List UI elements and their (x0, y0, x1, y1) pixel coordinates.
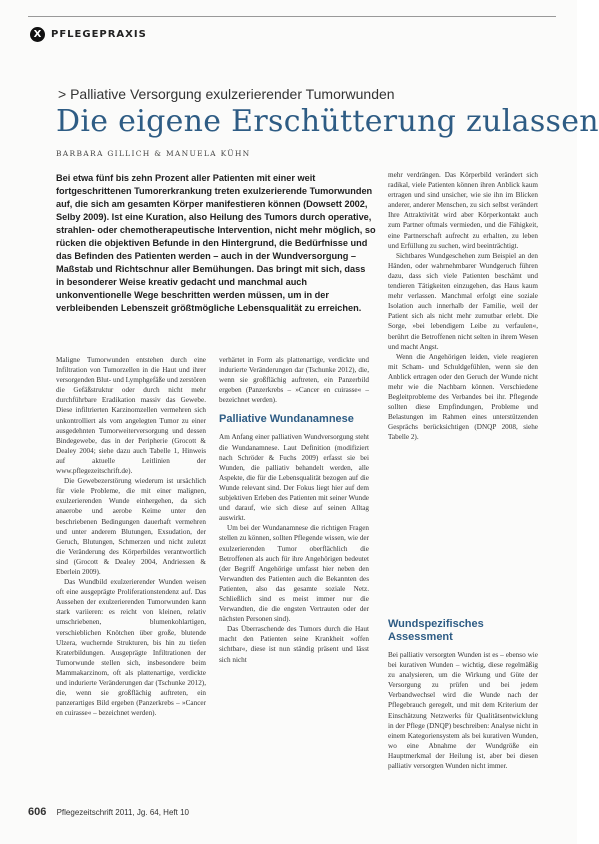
article-authors: BARBARA GILLICH & MANUELA KÜHN (56, 149, 251, 158)
body-paragraph: Sichtbares Wundgeschehen zum Beispiel an den Händen, oder wahrnehmbarer Wundgeruch führen dazu, dass sich viele Patienten beschämt und tendieren Tätigkeiten einzugehen, das Haus kaum mehr verlassen. Manchmal erfolgt eine soziale Isolation auch innerhalb der Familie, weil der Patient sich als nicht mehr zumutbar erlebt. Die Sorge, »bei lebendigem Leibe zu verfaulen«, berührt die Betroffenen nicht selten in ihrem Wesen und macht Angst. (388, 251, 538, 351)
column-1 (56, 355, 206, 718)
column-2 (219, 355, 369, 665)
lead-paragraph (56, 172, 376, 315)
body-paragraph: verhärtet in Form als plattenartige, verdickte und indurierte Veränderungen dar (Tschunke 2012), die, wenn sie großflächig auftreten, ein Panzerbild ergeben (Panzerkrebs – »Cancer en cuirasse« – bezeichnet werden). (219, 356, 369, 405)
lead-text: Bei etwa fünf bis zehn Prozent aller Patienten mit einer weit fortgeschrittenen Tumorerkrankung treten exulzerierende Tumorwunden auf, die sich am gesamten Körper manifestieren können (Dowsett 2002, Selby 2009). Ist eine Kuration, also Heilung des Tumors durch operative, strahlen- oder chemotherapeutische Intervention, nicht mehr möglich, so rücken die objektiven Befunde in den Hintergrund, die Bedürfnisse und das Befinden des Patienten werden – auch in der Wundversorgung – Maßstab und Richtschnur aller Bemühungen. Das bringt mit sich, dass in besonderer Weise kreativ gedacht und manchmal auch unkonventionelle Wege beschritten werden müssen, um in der verbleibenden Lebenszeit größtmögliche Lebensqualität zu erreichen. (56, 173, 376, 313)
column-3-lower (388, 610, 538, 771)
article-title: Die eigene Erschütterung zulassen (56, 104, 599, 139)
page-number: 606 (28, 806, 47, 818)
article-kicker: > Palliative Versorgung exulzerierender Tumorwunden (58, 86, 395, 102)
page-footer (28, 806, 189, 818)
journal-citation: Pflegezeitschrift 2011, Jg. 64, Heft 10 (56, 808, 189, 817)
body-paragraph: Um bei der Wundanamnese die richtigen Fragen stellen zu können, sollten Pflegende wissen, wie der exulzerierenden Tumor oberflächlich die Betroffenen als auch für ihre Angehörigen bedeutet (der Begriff Angehörige umfasst hier neben den Verwandten des Patienten auch die Bekannten des Patienten, also das gesamte soziale Netz. Schließlich sind es meist immer nur die Verwandten, die die engsten Vertrauten oder der nächsten Personen sind). (219, 524, 369, 624)
top-rule (28, 16, 556, 17)
body-paragraph: Wenn die Angehörigen leiden, viele reagieren mit Scham- und Schuldgefühlen, wenn sie den Anblick ertragen oder den Geruch der Wunde nicht mehr wie die Nachbarn können. Verschiedene Begleitprobleme des Verbandes bei ihr. Pflegende sollten diese Empfindungen, Probleme und Belastungen im Rahmen eines unterstützenden Gesprächs berücksichtigen (DNQP 2008, siehe Tabelle 2). (388, 352, 538, 442)
column-3 (388, 170, 538, 443)
body-paragraph: mehr verdrängen. Das Körperbild verändert sich radikal, viele Patienten können ihren Anblick kaum ertragen und sind unsicher, wie sie ihn im Blicken anderer, anderer Menschen, zu sich selbst verändert Ihre Attraktivität wird aber Körperkontakt auch zum Partner oftmals vermieden, und die Fähigkeit, eine Partnerschaft aufrecht zu erhalten, zu leben und Erfüllung zu suchen, wird beeinträchtigt. (388, 171, 538, 250)
body-paragraph: Das Wundbild exulzerierender Wunden weisen oft eine ausgeprägte Proliferationstendenz auf. Das Aussehen der exulzerierenden Tumorwunden kann stark variieren: es reicht von kleinen, relativ umschriebenen, blumenkohlartigen, verschieblichen Knötchen über große, blutende Ulzera, wuchernde Strukturen, bis hin zu tiefen Kraterbildungen. Ausgeprägte Infiltrationen der Tumorwunde stellen sich, insbesondere beim Mammakarzinom, oft als plattenartige, verdickte und indurierte Veränderungen dar (Tschunke 2012), die, wenn sie großflächig auftreten, ein panzerartiges Bild ergeben (Panzerkrebs – »Cancer en cuirasse« – bezeichnet werden). (56, 578, 206, 718)
body-paragraph: Das Überraschende des Tumors durch die Haut macht den Patienten seine Krankheit »offen sichtbar«, diese ist nun ständig präsent und lässt sich nicht (219, 625, 369, 664)
body-paragraph: Am Anfang einer palliativen Wundversorgung steht die Wundanamnese. Laut Definition (modifiziert nach Schröder & Fuchs 2009) erfasst sie bei Wunden, die palliativ behandelt werden, alle Aspekte, die für die Lebensqualität bezogen auf die Wunde relevant sind. Der Fokus liegt hier auf dem subjektiven Erleben des Patienten mit seiner Wunde und darauf, wie sich diese auf seinen Alltag auswirkt. (219, 433, 369, 523)
section-x-icon: X (30, 27, 45, 42)
section-tag (30, 27, 147, 42)
body-paragraph: Die Gewebezerstörung wiederum ist ursächlich für viele Probleme, die mit einer malignen, exulzerierenden Wunde einhergehen, da sich anaerobe und aerobe Keime unter den beschriebenen Bedingungen dauerhaft vermehren und unter anderem Blutungen, Exsudation, der Geruch, Blutungen, Schmerzen und nicht zuletzt die Veränderung des Körperbildes verantwortlich sind (Grocott & Dealey 2004, Andriessen & Eberlein 2009). (56, 477, 206, 576)
body-paragraph: Maligne Tumorwunden entstehen durch eine Infiltration von Tumorzellen in die Haut und ihrer versorgenden Blut- und Lymphgefäße und zerstören die Gefäßstruktur oder durch nicht mehr durchführbare Eradikation massiv das Gewebe. Diese infiltrierten Karzinomzellen vermehren sich unkontrolliert als vom angelegten Tumor zu einer ausgedehnten Tumorweiterversorgung und dessen Bindegewebe, das in der Peripherie (Grocott & Dealey 2004; siehe dazu auch Tabelle 1, Hinweis auf aktuelle Leitlinien der www.pflegezeitschrift.de). (56, 356, 206, 476)
section-label: PFLEGEPRAXIS (51, 29, 147, 40)
subheading-palliative-wundanamnese: Palliative Wundanamnese (219, 413, 354, 426)
body-paragraph: Bei palliativ versorgten Wunden ist es – ebenso wie bei kurativen Wunden – wichtig, diese regelmäßig zu analysieren, um die Wirkung und Güte der Versorgung zu prüfen und bei jedem Verbandwechsel wird die Wunde nach der Pflegebrauch geregelt, und mit dem Kriterium der Einschätzung Netzwerks für Qualitätsentwicklung in der Pflege (DNQP) beschreiben: Analyse nicht in einem Kategoriensystem als bei kurativen Wunden, wo eine Abnahme der Wundgröße ein Hauptmerkmal der Heilung ist, aber bei diesen palliativ versorgten Wunden nicht immer. (388, 651, 538, 771)
subheading-wundspezifisches-assessment: Wundspezifisches Assessment (388, 618, 484, 643)
